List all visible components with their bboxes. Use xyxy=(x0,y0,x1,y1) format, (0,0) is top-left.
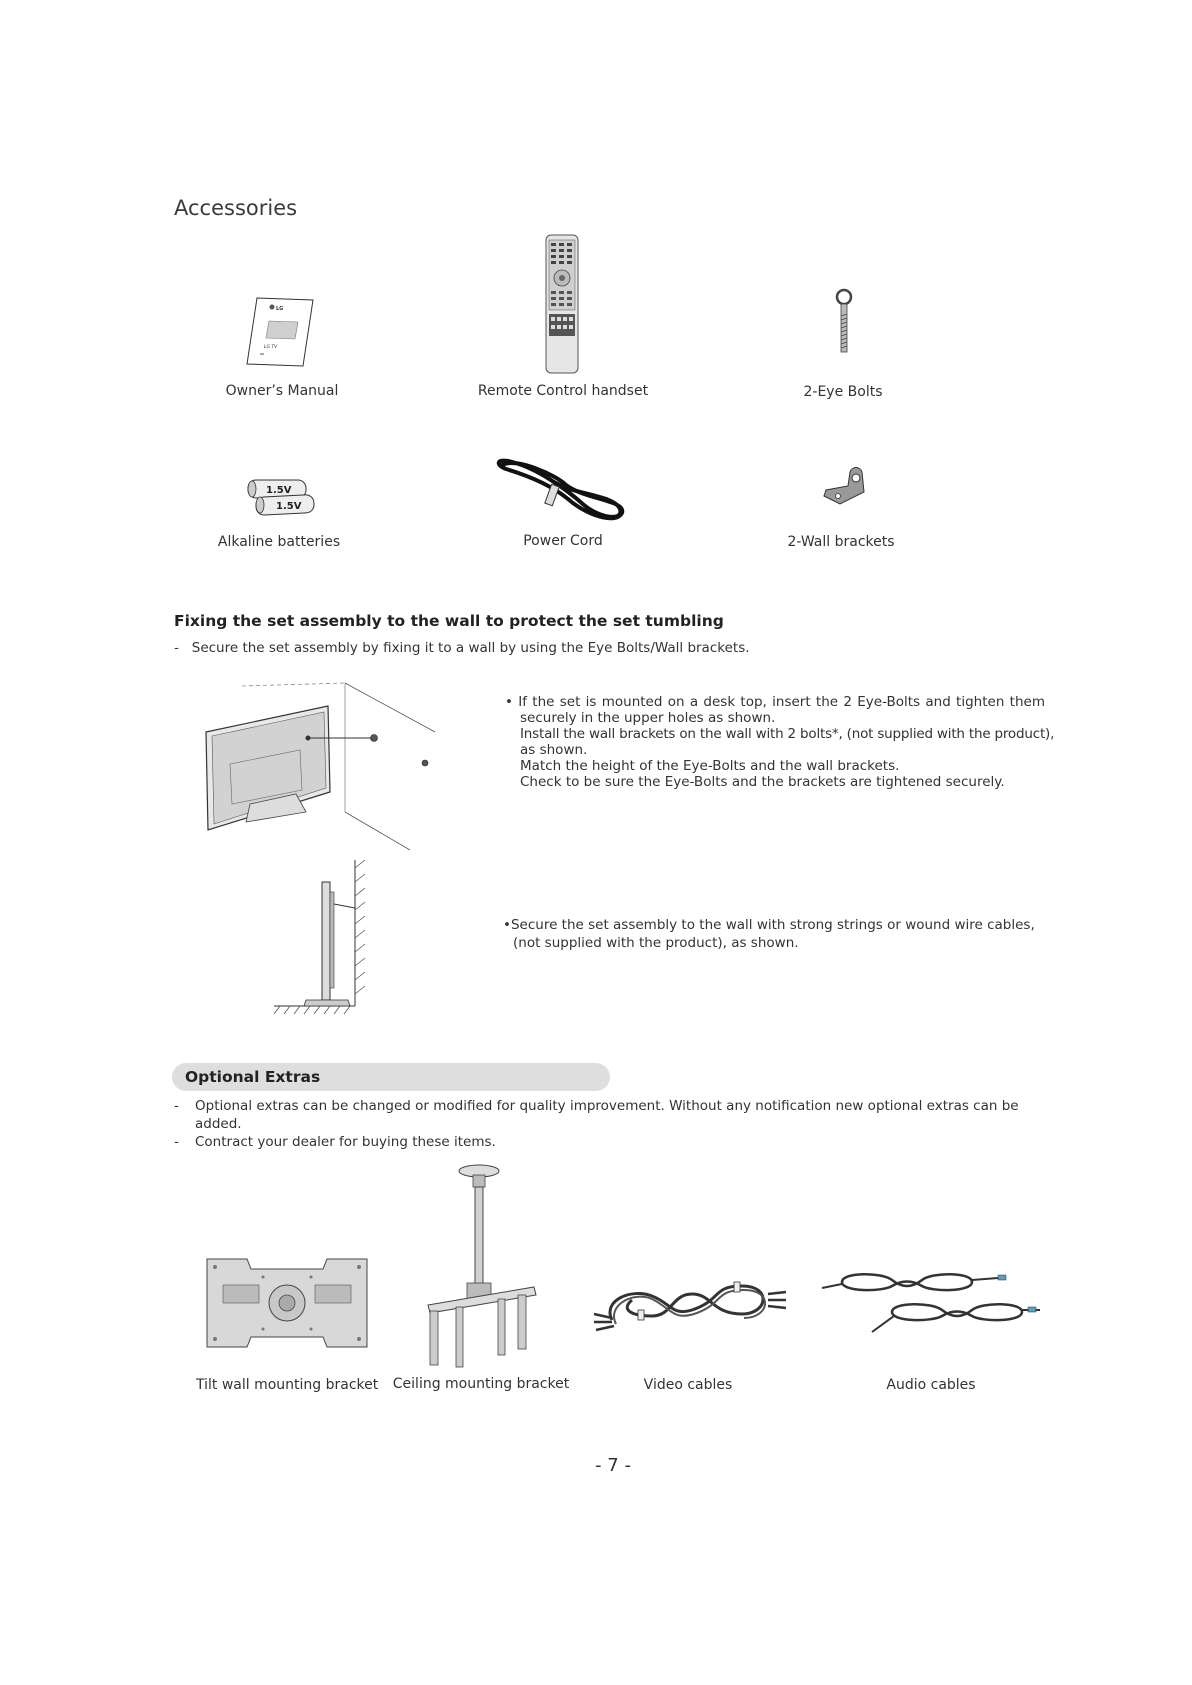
batteries-icon xyxy=(244,478,316,522)
wall-bracket-icon xyxy=(822,466,866,506)
note-text: added. xyxy=(195,1116,242,1132)
caption-video-cables: Video cables xyxy=(643,1377,733,1393)
optional-note-3 xyxy=(174,1134,1054,1150)
optional-notes xyxy=(174,1098,1054,1150)
ceiling-bracket-icon xyxy=(422,1163,540,1371)
fixing-heading: Fixing the set assembly to the wall to protect the set tumbling xyxy=(174,612,724,630)
note-dash xyxy=(174,1116,195,1132)
bullet1-line-5: Match the height of the Eye-Bolts and the wall brackets. xyxy=(520,758,900,774)
eye-bolt-icon xyxy=(833,288,855,354)
power-cord-icon xyxy=(496,455,628,525)
bullet2-line-1: •Secure the set assembly to the wall with strong strings or wound wire cables, xyxy=(503,917,1035,933)
caption-tilt-wall-bracket: Tilt wall mounting bracket xyxy=(196,1377,379,1393)
note-text: Contract your dealer for buying these items. xyxy=(195,1134,496,1150)
fixing-intro: - Secure the set assembly by fixing it to a wall by using the Eye Bolts/Wall brackets. xyxy=(174,640,750,656)
caption-ceiling-bracket: Ceiling mounting bracket xyxy=(392,1376,570,1392)
optional-note-2 xyxy=(174,1116,1054,1132)
caption-owners-manual: Owner’s Manual xyxy=(225,383,339,399)
caption-audio-cables: Audio cables xyxy=(886,1377,976,1393)
optional-extras-title: Optional Extras xyxy=(185,1068,321,1086)
manual-brand-text: LG xyxy=(276,306,284,312)
bullet2-line-2: (not supplied with the product), as shown. xyxy=(513,935,799,951)
caption-power-cord: Power Cord xyxy=(523,533,603,549)
audio-cables-icon xyxy=(822,1268,1042,1338)
bullet1-line-4: as shown. xyxy=(520,742,588,758)
video-cables-icon xyxy=(592,1270,788,1336)
tv-wall-mount-illustration xyxy=(200,680,440,852)
bullet1-line-1: • If the set is mounted on a desk top, insert the 2 Eye-Bolts and tighten them xyxy=(505,694,1045,710)
fixing-bullet2 xyxy=(503,917,1063,951)
bullet1-line-2: securely in the upper holes as shown. xyxy=(520,710,776,726)
tilt-wall-bracket-icon xyxy=(203,1255,371,1351)
section-title-accessories: Accessories xyxy=(174,196,298,220)
note-text: Optional extras can be changed or modified for quality improvement. Without any notification new optional extras can be xyxy=(195,1098,1019,1114)
caption-alkaline-batteries: Alkaline batteries xyxy=(217,534,341,550)
manual-title-text: LG TV xyxy=(264,345,278,350)
note-dash: - xyxy=(174,1098,179,1114)
fixing-bullet1 xyxy=(505,694,1055,790)
optional-note-1 xyxy=(174,1098,1054,1114)
bullet1-line-6: Check to be sure the Eye-Bolts and the brackets are tightened securely. xyxy=(520,774,1005,790)
note-dash: - xyxy=(174,1134,179,1150)
caption-eye-bolts: 2-Eye Bolts xyxy=(803,384,883,400)
battery-label-1: 1.5V xyxy=(266,485,292,496)
bullet1-line-3: Install the wall brackets on the wall with 2 bolts*, (not supplied with the product), xyxy=(520,726,1055,742)
owners-manual-icon xyxy=(245,296,315,368)
caption-wall-brackets: 2-Wall brackets xyxy=(787,534,895,550)
battery-label-2: 1.5V xyxy=(276,501,302,512)
page-number: - 7 - xyxy=(595,1455,631,1476)
caption-remote-control: Remote Control handset xyxy=(477,383,649,399)
tv-side-view-illustration xyxy=(272,858,372,1018)
remote-control-icon xyxy=(545,234,579,374)
